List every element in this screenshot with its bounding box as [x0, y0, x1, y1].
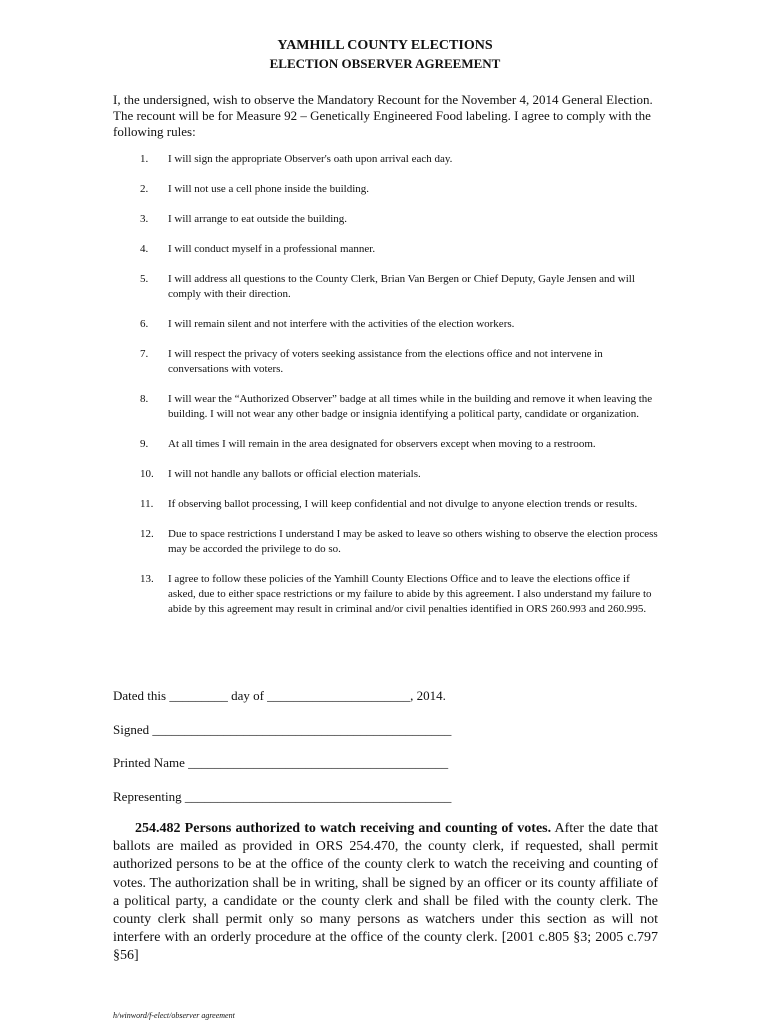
rule-number: 8. [140, 393, 149, 405]
rule-item [113, 527, 658, 557]
rule-number: 1. [140, 153, 149, 165]
rule-item [113, 572, 658, 617]
rule-number: 10. [140, 468, 154, 480]
rule-item [113, 242, 658, 257]
rule-number: 11. [140, 498, 154, 510]
rule-text: I will not handle any ballots or official election materials. [168, 468, 421, 480]
intro-paragraph: I, the undersigned, wish to observe the Mandatory Recount for the November 4, 2014 General Election. The recount will be for Measure 92 – Genetically Engineered Food labeling. I agree to comply with the following rules: [113, 92, 653, 139]
rule-number: 13. [140, 573, 154, 585]
rule-text: I will wear the “Authorized Observer” badge at all times while in the building and remove it when leaving the building. I will not wear any other badge or insignia identifying a political party, candidate or organization. [168, 393, 653, 420]
rule-item [113, 467, 658, 482]
rule-item [113, 347, 658, 377]
rule-item [113, 497, 658, 512]
rule-item [113, 272, 658, 302]
rule-text: Due to space restrictions I understand I may be asked to leave so others wishing to observe the election process may be accorded the privilege to do so. [168, 528, 658, 555]
dated-field[interactable]: Dated this _________ day of ______________________, 2014. [113, 688, 446, 703]
footer-path: h/winword/f-elect/observer agreement [113, 1011, 235, 1020]
printed-name-field[interactable]: Printed Name ________________________________________ [113, 755, 449, 770]
rule-number: 12. [140, 528, 154, 540]
representing-field[interactable]: Representing _________________________________________ [113, 788, 452, 804]
rule-text: I will arrange to eat outside the building. [168, 213, 348, 225]
document-subtitle: ELECTION OBSERVER AGREEMENT [269, 56, 501, 71]
rule-item [113, 212, 658, 227]
statute-heading: 254.482 Persons authorized to watch receiving and counting of votes. [135, 821, 552, 836]
rule-text: I will not use a cell phone inside the building. [168, 183, 370, 195]
rule-item [113, 152, 658, 167]
rule-item [113, 437, 658, 452]
rule-number: 4. [140, 243, 149, 255]
rule-text: I will respect the privacy of voters seeking assistance from the elections office and not intervene in conversations with voters. [168, 348, 603, 375]
signature-fields [113, 688, 658, 822]
rule-item [113, 317, 658, 332]
statute-paragraph [113, 820, 658, 966]
rule-number: 5. [140, 273, 149, 285]
rule-number: 6. [140, 318, 149, 330]
signed-field[interactable]: Signed ______________________________________________ [113, 721, 452, 737]
rule-item [113, 392, 658, 422]
rule-number: 9. [140, 438, 149, 450]
rule-number: 2. [140, 183, 149, 195]
rule-text: I will address all questions to the County Clerk, Brian Van Bergen or Chief Deputy, Gayle Jensen and will comply with their direction. [168, 273, 635, 300]
rule-text: I will remain silent and not interfere with the activities of the election workers. [168, 318, 515, 330]
statute-body: After the date that ballots are mailed as provided in ORS 254.470, the county clerk, if requested, shall permit authorized persons to be at the office of the county clerk to watch the receiving and counting of votes. The authorization shall be in writing, shall be signed by an officer or its county affiliate of a political party, a candidate or the county clerk and shall be filed with the county clerk. The county clerk shall permit only so many persons as watchers under this section as will not interfere with an orderly procedure at the office of the county clerk. [2001 c.805 §3; 2005 c.797 §56] [113, 821, 659, 964]
document-title: YAMHILL COUNTY ELECTIONS [277, 38, 493, 53]
rule-text: I will sign the appropriate Observer's oath upon arrival each day. [168, 153, 453, 165]
rule-text: I will conduct myself in a professional manner. [168, 243, 376, 255]
rule-number: 3. [140, 213, 149, 225]
rule-number: 7. [140, 348, 149, 360]
rule-text: I agree to follow these policies of the Yamhill County Elections Office and to leave the elections office if asked, due to either space restrictions or my failure to abide by this agreement. I also understand my failure to abide by this agreement may result in criminal and/or civil penalties identified in ORS 260.993 and 260.995. [168, 573, 652, 615]
rule-item [113, 182, 658, 197]
rule-text: At all times I will remain in the area designated for observers except when moving to a restroom. [168, 438, 596, 450]
rule-text: If observing ballot processing, I will keep confidential and not divulge to anyone election trends or results. [168, 498, 638, 510]
rules-list [113, 152, 658, 632]
